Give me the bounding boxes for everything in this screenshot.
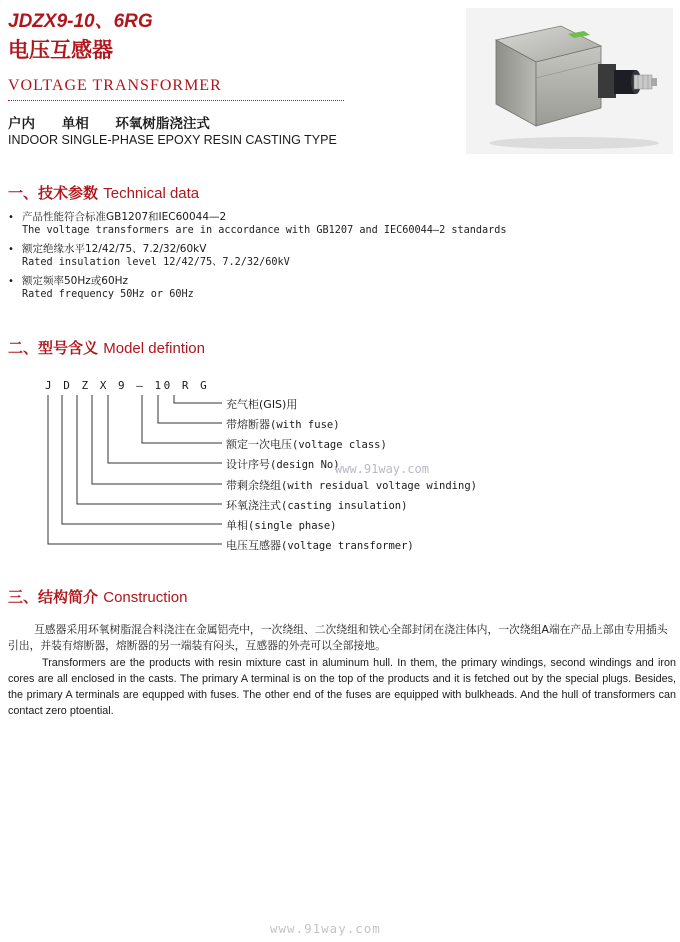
bullet-icon: •	[8, 244, 14, 255]
spec-en: Rated frequency 50Hz or 60Hz	[22, 289, 194, 300]
product-name-cn: 电压互感器	[8, 38, 113, 62]
footer-watermark: www.91way.com	[270, 921, 381, 936]
model-label-gis: 充气柜(GIS)用	[226, 398, 298, 411]
spec-cn: 产品性能符合标准GB1207和IEC60044—2	[22, 211, 227, 223]
model-label-casting: 环氧浇注式(casting insulation)	[226, 499, 408, 512]
bullet-icon: •	[8, 276, 14, 287]
model-code: J D Z X 9 — 10 R G	[45, 379, 210, 392]
construction-text-en: Transformers are the products with resin mixture cast in aluminum hull. In them, the primary windings, second windings and iron cores are all enclosed in the casts. The primary A terminal is on the top of the products and it is fetched out by the special plugs. Besides, the primary A terminals are equpped with fuses. The other end of the fuses are equipped with bulkheads. And the hull of transformers can contact zero ptoential.	[8, 657, 676, 717]
construction-heading-en: Construction	[103, 589, 188, 606]
model-label-voltage-class: 额定一次电压(voltage class)	[226, 438, 387, 451]
model-label-design-no: 设计序号(design No)	[226, 458, 340, 471]
type-epoxy: 环氧树脂浇注式	[115, 116, 210, 132]
construction-paragraph-en	[8, 655, 676, 719]
model-heading-en: Model defintion	[103, 340, 205, 357]
type-single-phase: 单相	[61, 116, 89, 132]
model-heading-cn: 二、型号含义	[8, 339, 99, 357]
model-label-single-phase: 单相(single phase)	[226, 519, 337, 532]
product-type-en: INDOOR SINGLE-PHASE EPOXY RESIN CASTING TYPE	[8, 133, 337, 147]
spec-en: Rated insulation level 12/42/75、7.2/32/60kV	[22, 257, 290, 268]
type-indoor: 户内	[8, 116, 35, 132]
watermark: www.91way.com	[335, 462, 429, 476]
construction-heading	[8, 586, 187, 607]
spec-cn: 额定频率50Hz或60Hz	[22, 275, 129, 287]
product-name-en: VOLTAGE TRANSFORMER	[8, 77, 222, 94]
model-label-residual-winding: 带剩余绕组(with residual voltage winding)	[226, 479, 477, 492]
model-label-voltage-transformer: 电压互感器(voltage transformer)	[226, 539, 414, 552]
bullet-icon: •	[8, 212, 14, 223]
spec-cn: 额定绝缘水平12/42/75、7.2/32/60kV	[22, 243, 207, 255]
spec-en: The voltage transformers are in accordance with GB1207 and IEC60044—2 standards	[22, 225, 507, 236]
technical-heading-cn: 一、技术参数	[8, 184, 99, 202]
model-label-fuse: 带熔断器(with fuse)	[226, 418, 340, 431]
construction-paragraph-cn: 互感器采用环氧树脂混合料浇注在金属铝壳中，一次绕组、二次绕组和铁心全部封闭在浇注体内，一次绕组A端在产品上部由专用插头引出，并装有熔断器，熔断器的另一端装有闷头，互感器的外壳可以全部接地。	[8, 623, 668, 652]
product-model: JDZX9-10、6RG	[8, 11, 153, 32]
technical-heading-en: Technical data	[103, 185, 200, 202]
construction-heading-cn: 三、结构简介	[8, 588, 99, 606]
